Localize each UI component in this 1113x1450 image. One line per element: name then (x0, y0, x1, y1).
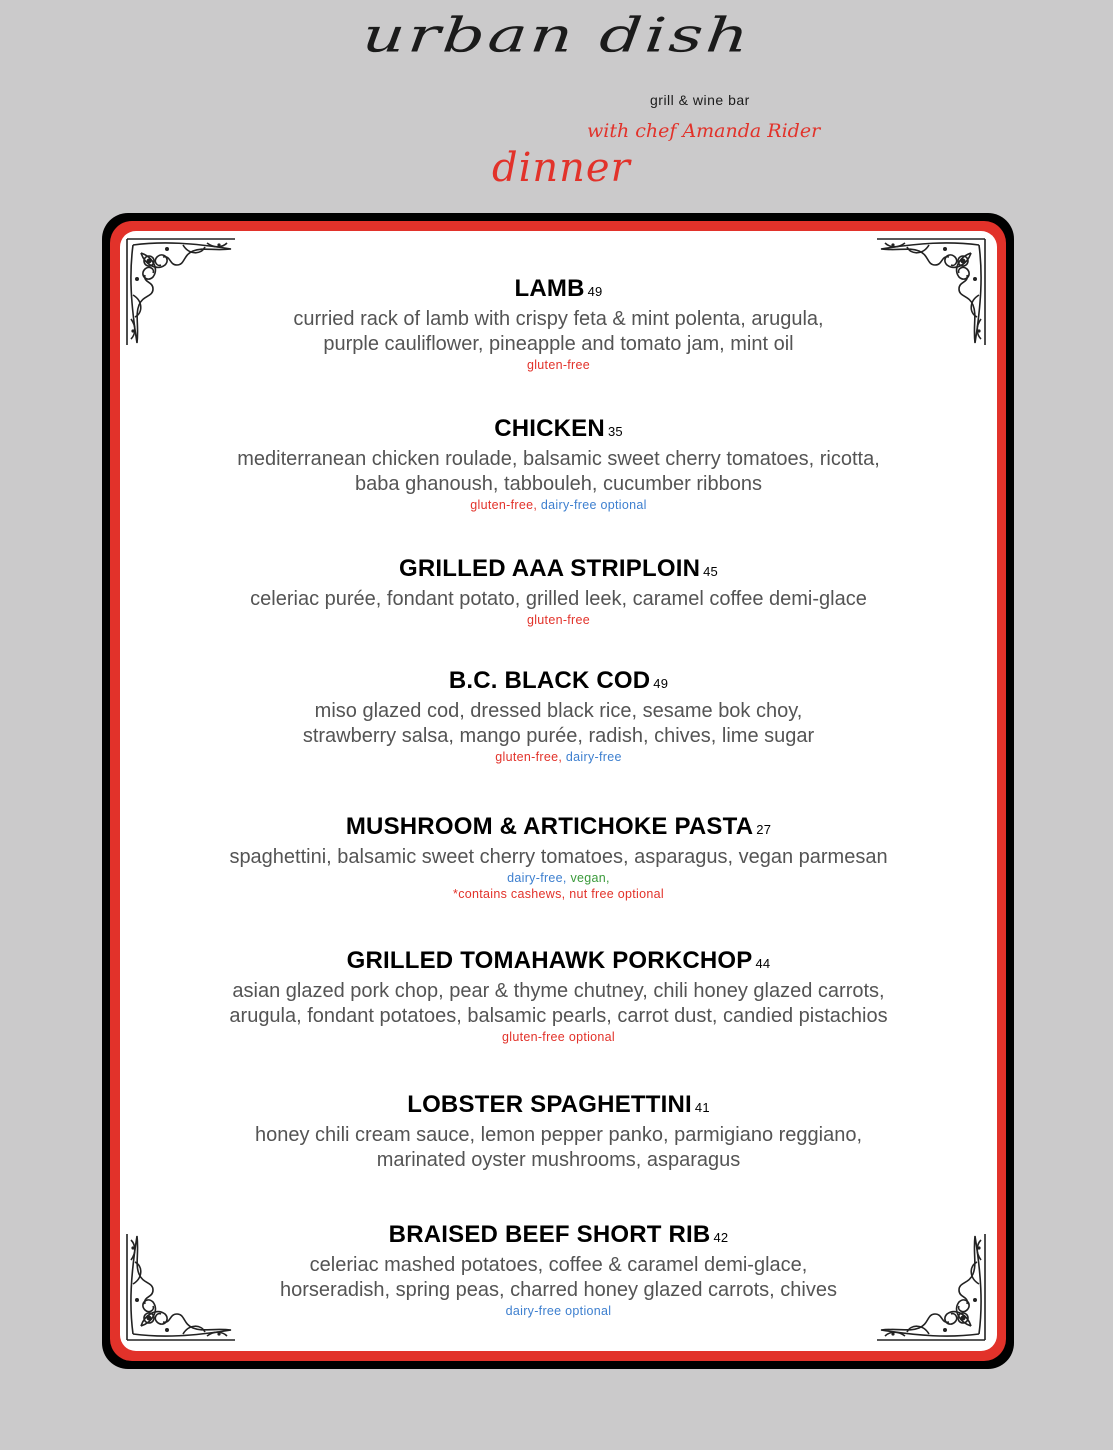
dish-price: 41 (694, 1100, 710, 1115)
dish-name: LAMB (514, 275, 585, 302)
dish-description-line: miso glazed cod, dressed black rice, sesame bok choy, (314, 700, 803, 722)
brand-logo: urban dish (360, 7, 755, 64)
vegan-tag: vegan, (570, 871, 610, 885)
dietary-tags (120, 870, 997, 886)
dairy-free-tag: dairy-free, (507, 871, 567, 885)
dietary-tags (120, 357, 997, 373)
menu-card (120, 231, 997, 1351)
dairy-free-tag: dairy-free optional (540, 498, 647, 512)
dish-description-line: celeriac mashed potatoes, coffee & caramel demi-glace, (309, 1254, 808, 1276)
dish-title (120, 414, 997, 447)
dish-description-line: asian glazed pork chop, pear & thyme chutney, chili honey glazed carrots, (232, 980, 885, 1002)
dairy-free-tag: dairy-free optional (505, 1304, 612, 1318)
dish-description-line: arugula, fondant potatoes, balsamic pearls, carrot dust, candied pistachios (229, 1005, 888, 1027)
gluten-free-tag: gluten-free optional (501, 1030, 616, 1044)
dish-description-line: purple cauliflower, pineapple and tomato jam, mint oil (323, 333, 794, 355)
dairy-free-tag: dairy-free (565, 750, 622, 764)
dietary-tags (120, 497, 997, 513)
dish-price: 35 (607, 424, 623, 439)
menu-item-striploin (120, 554, 997, 628)
dish-price: 42 (713, 1230, 729, 1245)
dietary-tags (120, 1303, 997, 1319)
dish-price: 44 (755, 956, 771, 971)
dietary-tags (120, 749, 997, 765)
menu-item-lamb (120, 274, 997, 373)
dish-description-line: spaghettini, balsamic sweet cherry tomatoes, asparagus, vegan parmesan (229, 846, 888, 868)
chef-credit: with chef Amanda Rider (587, 120, 821, 142)
brand-tagline: grill & wine bar (650, 92, 750, 108)
dish-name: GRILLED TOMAHAWK PORKCHOP (346, 947, 753, 974)
nut-warning-tag: *contains cashews, nut free optional (453, 887, 664, 901)
menu-item-short-rib (120, 1220, 997, 1319)
dish-name: CHICKEN (494, 415, 605, 442)
dish-title (120, 946, 997, 979)
menu-item-mushroom-pasta (120, 812, 997, 902)
gluten-free-tag: gluten-free, (495, 750, 563, 764)
gluten-free-tag: gluten-free (526, 613, 591, 627)
dish-description-line: baba ghanoush, tabbouleh, cucumber ribbons (355, 473, 762, 495)
dish-description-line: marinated oyster mushrooms, asparagus (376, 1149, 741, 1171)
dietary-tags (120, 1029, 997, 1045)
dish-price: 49 (587, 284, 603, 299)
dish-name: GRILLED AAA STRIPLOIN (399, 555, 701, 582)
menu-title: dinner (492, 145, 631, 191)
menu-item-black-cod (120, 666, 997, 765)
dish-description-line: strawberry salsa, mango purée, radish, chives, lime sugar (302, 725, 815, 747)
dietary-note (120, 886, 997, 902)
dish-description-line: honey chili cream sauce, lemon pepper panko, parmigiano reggiano, (254, 1124, 863, 1146)
dish-name: LOBSTER SPAGHETTINI (407, 1091, 692, 1118)
dish-description-line: mediterranean chicken roulade, balsamic sweet cherry tomatoes, ricotta, (237, 448, 880, 470)
dish-description-line: celeriac purée, fondant potato, grilled leek, caramel coffee demi-glace (250, 588, 867, 610)
dish-title (120, 1220, 997, 1253)
dish-title (120, 274, 997, 307)
dish-title (120, 1090, 997, 1123)
menu-item-lobster-spaghettini (120, 1090, 997, 1173)
dish-title (120, 554, 997, 587)
menu-item-porkchop (120, 946, 997, 1045)
gluten-free-tag: gluten-free, (470, 498, 538, 512)
dish-description-line: horseradish, spring peas, charred honey glazed carrots, chives (280, 1279, 837, 1301)
dish-price: 45 (703, 564, 718, 579)
dish-name: MUSHROOM & ARTICHOKE PASTA (345, 813, 754, 840)
menu-header (0, 0, 1113, 215)
dish-name: B.C. BLACK COD (448, 667, 651, 694)
dish-title (120, 666, 997, 699)
dish-description-line: curried rack of lamb with crispy feta & mint polenta, arugula, (293, 308, 824, 330)
gluten-free-tag: gluten-free (526, 358, 591, 372)
dietary-tags (120, 612, 997, 628)
menu-item-chicken (120, 414, 997, 513)
dish-price: 49 (653, 676, 669, 691)
dish-price: 27 (756, 822, 772, 837)
dish-name: BRAISED BEEF SHORT RIB (388, 1221, 711, 1248)
dish-title (120, 812, 997, 845)
